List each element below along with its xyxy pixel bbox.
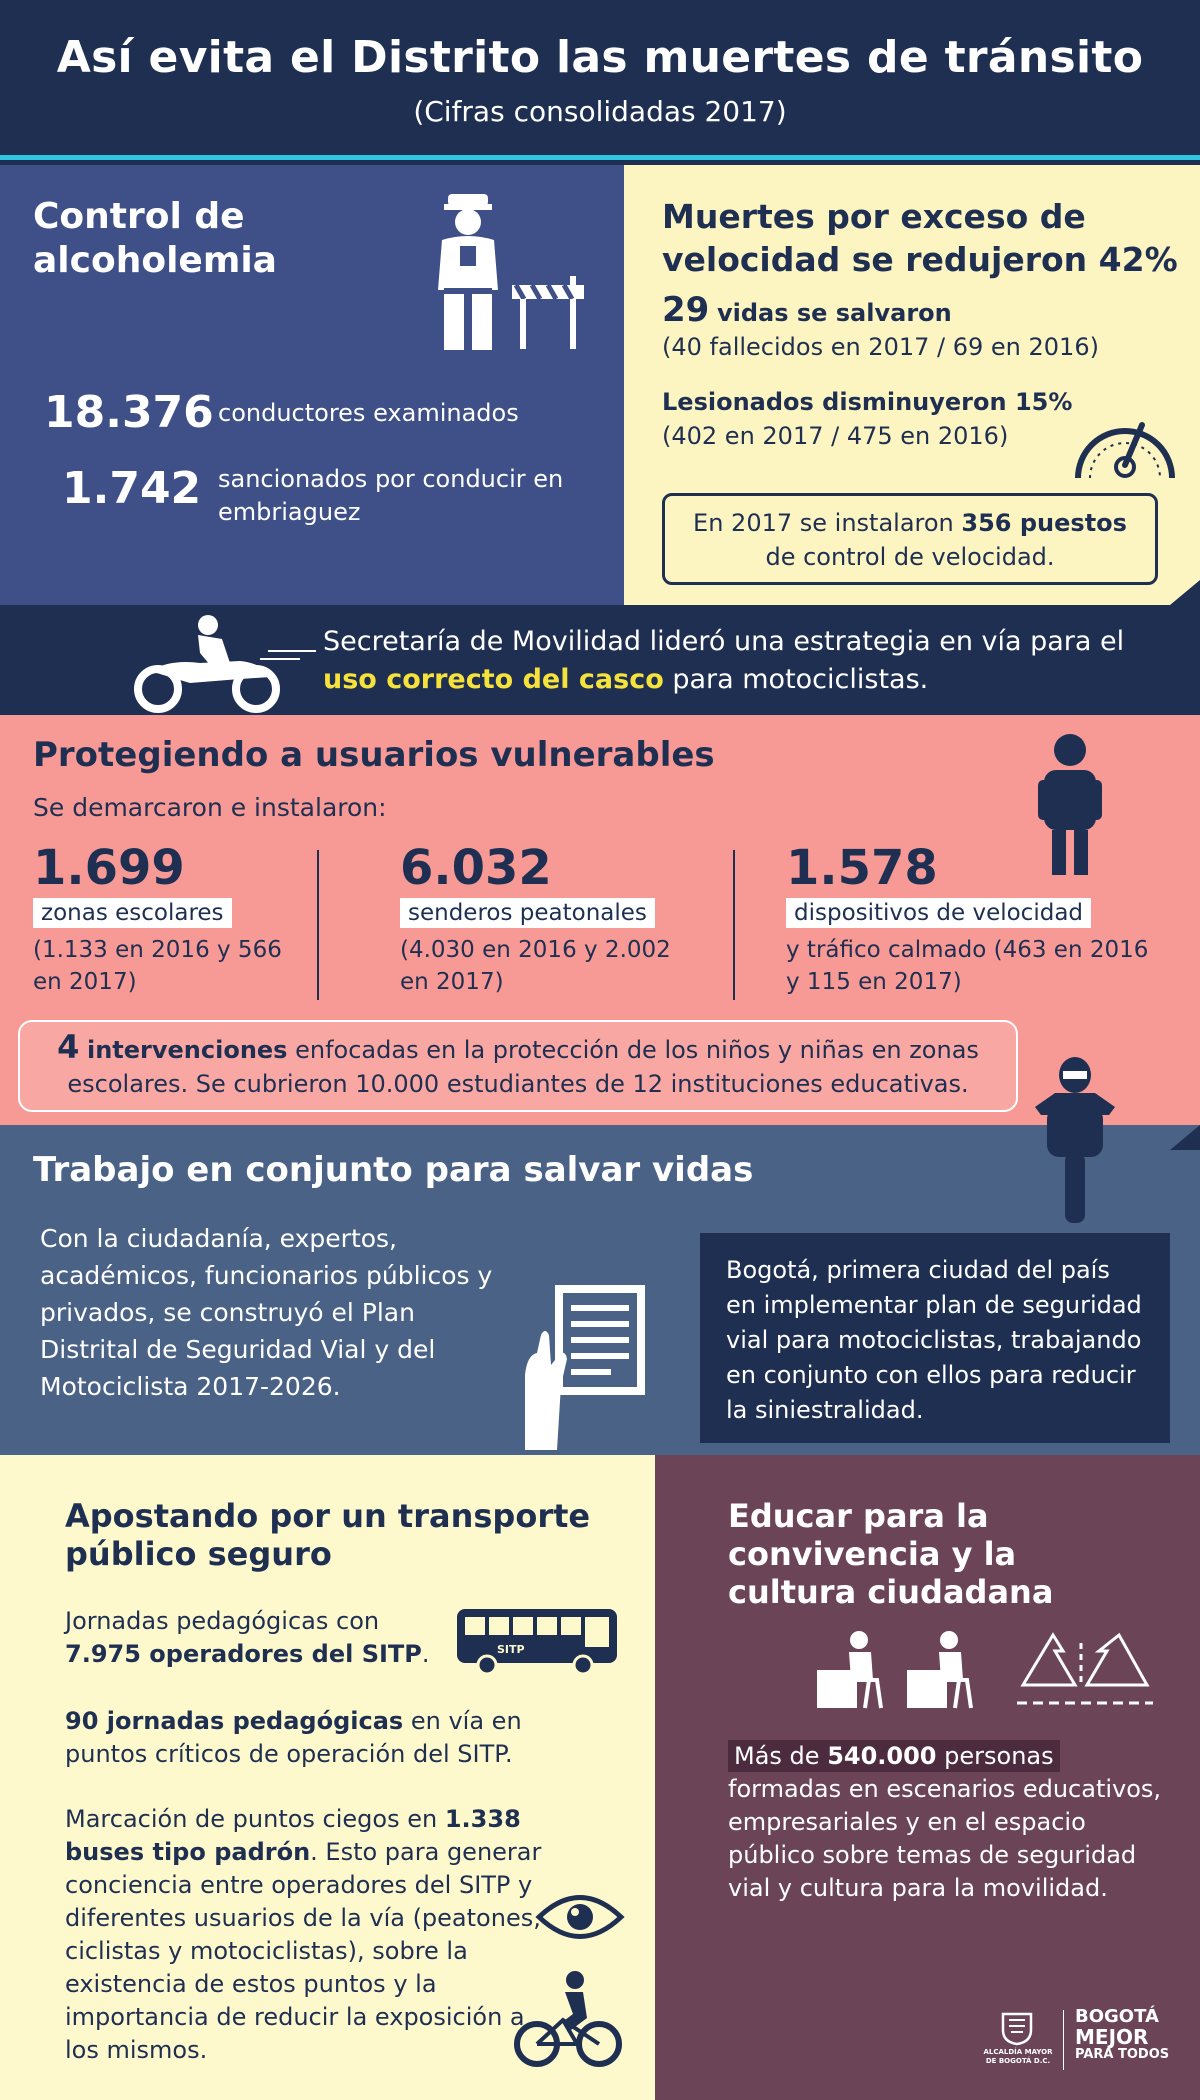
- transport-p3-bold: 1.338 buses tipo padrón: [65, 1805, 521, 1866]
- stat-sanctioned-value: 1.742: [62, 463, 202, 514]
- vulnerable-col-2: [400, 840, 700, 998]
- vulnerable-col-3: [786, 840, 1166, 998]
- transport-p2-post: en vía en puntos críticos de operación del SITP.: [65, 1707, 522, 1768]
- helmet-text-pre: Secretaría de Movilidad lideró una estrategia en vía para el: [323, 626, 1125, 657]
- transport-p1: [65, 1605, 435, 1671]
- pedestrian-paths-value: 6.032: [400, 840, 552, 896]
- injured-detail: (402 en 2017 / 475 en 2016): [662, 422, 1009, 450]
- page-subtitle: (Cifras consolidadas 2017): [413, 95, 787, 128]
- interventions-box: [18, 1020, 1018, 1112]
- transport-p2-bold: 90 jornadas pedagógicas: [65, 1707, 404, 1735]
- lives-saved-detail: (40 fallecidos en 2017 / 69 en 2016): [662, 333, 1099, 361]
- speed-devices-value: 1.578: [786, 840, 938, 896]
- interventions-bold: intervenciones: [86, 1036, 288, 1064]
- transport-title: Apostando por un transporte público seguro: [65, 1497, 591, 1573]
- column-divider: [317, 850, 319, 1000]
- injured-label: Lesionados disminuyeron 15%: [662, 388, 1073, 416]
- pedestrian-paths-label: senderos peatonales: [400, 898, 655, 928]
- transport-p3-post: . Esto para generar conciencia entre operadores del SITP y diferentes usuarios de la vía (peatones, ciclistas y motociclistas), sobre la existencia de estos puntos y la importancia de reducir la exposición a los mismos.: [65, 1838, 542, 2064]
- together-text: Con la ciudadanía, expertos, académicos, funcionarios públicos y privados, se construyó el Plan Distrital de Seguridad Vial y del Motociclista 2017-2026.: [40, 1224, 493, 1401]
- motorcycle-rider-icon: [130, 613, 320, 713]
- bogota-mejor-logo: [1075, 2007, 1169, 2062]
- coat-of-arms-icon: [997, 2010, 1037, 2046]
- education-post2: formadas en escenarios educativos, empresariales y en el espacio público sobre temas de seguridad vial y cultura para la movilidad.: [728, 1775, 1162, 1902]
- motorcycle-plan-box: Bogotá, primera ciudad del país en implementar plan de seguridad vial para motociclistas, trabajando en conjunto con ellos para reducir la siniestralidad.: [700, 1233, 1170, 1443]
- bogota-logo-line2: MEJOR: [1075, 2025, 1149, 2049]
- alcohol-section: [0, 165, 624, 605]
- transport-p3-pre: Marcación de puntos ciegos en: [65, 1805, 438, 1833]
- pedestrian-paths-detail: (4.030 en 2016 y 2.002 en 2017): [400, 937, 671, 995]
- speed-devices-detail: y tráfico calmado (463 en 2016 y 115 en 2017): [786, 937, 1149, 995]
- speed-section: [624, 165, 1200, 605]
- speed-control-pre: En 2017 se instalaron: [693, 509, 954, 537]
- transport-p1-post: .: [421, 1640, 430, 1668]
- bus-label: SITP: [497, 1643, 525, 1656]
- lives-saved: [662, 290, 1182, 364]
- helmet-text-post: para motociclistas.: [672, 664, 929, 695]
- speedometer-icon: [1070, 403, 1180, 483]
- school-zones-value: 1.699: [33, 840, 185, 896]
- education-text: [728, 1740, 1168, 1905]
- school-zones-detail: (1.133 en 2016 y 566 en 2017): [33, 937, 282, 995]
- bus-icon: [455, 1605, 620, 1677]
- bogota-logo-line3: PARA TODOS: [1075, 2047, 1170, 2062]
- stat-examined-label: conductores examinados: [218, 399, 519, 427]
- vulnerable-section: [0, 715, 1200, 1125]
- column-divider: [733, 850, 735, 1000]
- school-zones-label: zonas escolares: [33, 898, 232, 928]
- speed-title: Muertes por exceso de velocidad se redujeron 42%: [662, 197, 1178, 279]
- eye-icon: [535, 1890, 625, 1945]
- vulnerable-title: Protegiendo a usuarios vulnerables: [33, 735, 715, 775]
- bogota-logo-line1: BOGOTÁ: [1075, 2006, 1159, 2027]
- lives-saved-value: 29: [662, 290, 710, 330]
- student-desk-icon: [815, 1630, 885, 1710]
- speed-control-box: [662, 493, 1158, 585]
- education-title: Educar para la convivencia y la cultura ciudadana: [728, 1497, 1054, 1611]
- road-arrows-icon: [1015, 1623, 1155, 1718]
- interventions-text: enfocadas en la protección de los niños y niñas en zonas escolares. Se cubrieron 10.000 estudiantes de 12 instituciones educativas.: [67, 1036, 979, 1098]
- speed-control-value: 356 puestos: [961, 509, 1127, 537]
- injured: [662, 385, 1082, 453]
- transport-p3: [65, 1803, 555, 2067]
- corner-fold: [1170, 580, 1200, 605]
- transport-p2: [65, 1705, 585, 1771]
- speed-control-post: de control de velocidad.: [765, 543, 1055, 571]
- helmet-text: [323, 623, 1143, 699]
- transport-p1-pre: Jornadas pedagógicas con: [65, 1607, 380, 1635]
- stat-examined-value: 18.376: [44, 387, 214, 438]
- vulnerable-col-1: [33, 840, 293, 998]
- interventions-value: 4: [57, 1028, 80, 1066]
- speed-devices-label: dispositivos de velocidad: [786, 898, 1091, 928]
- education-post1: personas: [944, 1742, 1054, 1770]
- lives-saved-label: vidas se salvaron: [716, 299, 952, 327]
- vulnerable-subtitle: Se demarcaron e instalaron:: [33, 793, 387, 822]
- together-title: Trabajo en conjunto para salvar vidas: [33, 1150, 754, 1190]
- helmet-band: [0, 605, 1200, 715]
- alcaldia-logo: [983, 2048, 1053, 2066]
- logo-divider: [1063, 2010, 1064, 2070]
- page-title: Así evita el Distrito las muertes de tránsito: [56, 32, 1144, 83]
- transport-section: [0, 1455, 655, 2100]
- document-hand-icon: [515, 1275, 655, 1450]
- together-section: [0, 1125, 1200, 1455]
- education-highlight: [728, 1740, 1060, 1772]
- alcohol-title: Control de alcoholemia: [33, 196, 277, 281]
- education-value: 540.000: [827, 1742, 937, 1770]
- motorcyclist-front-icon: [1025, 1057, 1125, 1227]
- cyclist-icon: [513, 1970, 623, 2070]
- header: [0, 0, 1200, 160]
- corner-fold: [1170, 1125, 1200, 1150]
- education-section: [655, 1455, 1200, 2100]
- transport-p1-bold: 7.975 operadores del SITP: [65, 1640, 422, 1668]
- alcaldia-line2: DE BOGOTÁ D.C.: [985, 2057, 1051, 2065]
- student-desk-icon: [905, 1630, 975, 1710]
- education-pre: Más de: [734, 1742, 820, 1770]
- alcaldia-line1: ALCALDÍA MAYOR: [983, 2048, 1053, 2056]
- police-officer-icon: [420, 180, 600, 360]
- stat-sanctioned-label: sancionados por conducir en embriaguez: [218, 465, 564, 526]
- helmet-highlight: uso correcto del casco: [323, 664, 664, 695]
